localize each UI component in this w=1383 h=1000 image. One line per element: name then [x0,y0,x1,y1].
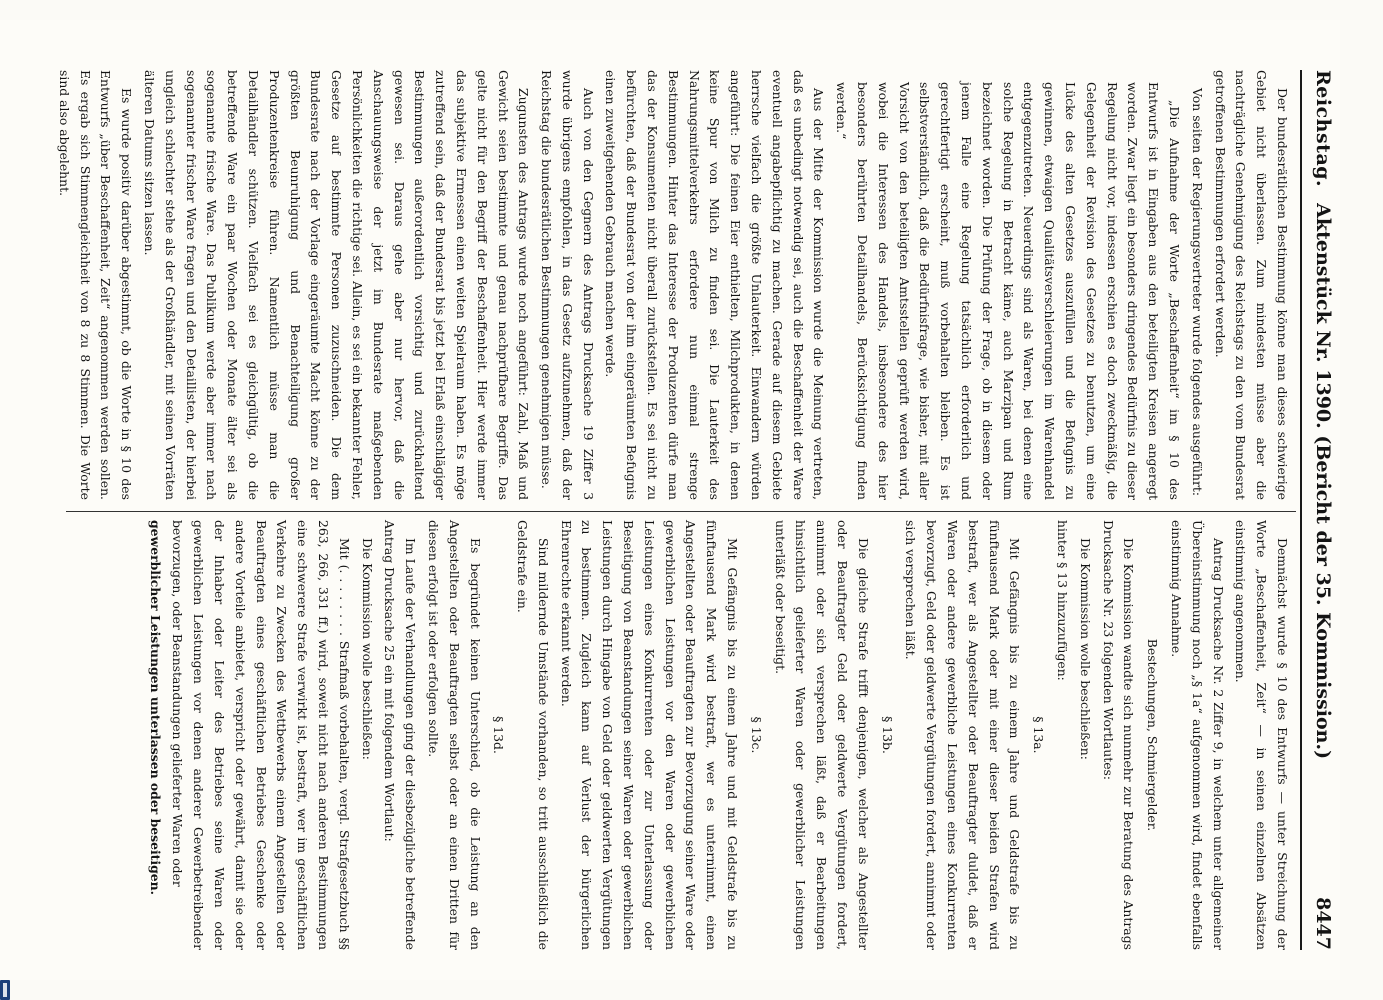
paragraph: Der bundesrätlichen Bestimmung könne man dieses schwierige Gebiet nicht überlassen. Zum mindesten müsse aber die nachträgliche Genehmigung des Reichstags zu den vom Bundesrat getroffenen Bestimmungen erfordert werden. [1212,70,1290,500]
section-heading: § 13c. [748,716,764,754]
paragraph: Die gleiche Strafe trifft denjenigen, welcher als Angestellter oder Beauftragter Geld oder geldwerte Vergütungen fordert, annimmt oder sich versprechen läßt, daß er Bearbeitungen hinsichtlich gelieferter Waren oder gewerblicher Leistungen unterläßt oder beseitigt. [772,520,871,950]
paragraph: Auch von den Gegnern des Antrags Drucksache 19 Ziffer 3 wurde übrigens empfohlen, in das Gesetz aufzunehmen, daß der Reichstag die bundesrätlichen Bestimmungen genehmigen müsse. [539,70,596,500]
column-divider [66,511,1296,512]
paragraph: Zugunsten des Antrags wurde noch angeführt: Zahl, Maß und Gewicht seien bestimmte und genau nachprüfbare Begriffe. Das gelte nicht für den Begriff der Beschaffenheit. Hier werde immer das subjektive Ermessen einen weiten Spielraum haben. Es möge zutreffend sein, daß der Bundesrat bis jetzt bei Erlaß einschlägiger Bestimmungen außerordentlich vorsichtig und zurückhaltend gewesen sei. Daraus gehe aber nur hervor, daß die Anschauungsweise der jetzt im Bundesrate maßgebenden Persönlichkeiten die richtige sei. Allein, es sei ein bekannter Fehler, Gesetze auf bestimmte Personen zuzuschneiden. Die dem Bundesrate nach der Vorlage eingeräumte Macht könne zu der größten Beunruhigung und Benachteiligung großer Produzentenkreise führen. Namentlich müsse man die Detailhändler schützen. Vielfach sei es gleichgültig, ob die betreffende Ware ein paar Wochen oder Monate älter sei als sogenannte frische Ware. Das Publikum werde aber immer nach sogenannter frischer Ware fragen und den Detaillisten, der hierbei ungleich schlechter stehe als der Großhändler, mit seinen Vorräten älteren Datums sitzen lassen. [141,70,532,500]
section-heading: Bestechungen, Schmiergelder. [1145,638,1161,832]
section-heading: § 13d. [491,716,507,754]
page-number: 8447 [1312,897,1334,950]
paragraph: Sind mildernde Umstände vorhanden, so tritt ausschließlich die Geldstrafe ein. [515,520,551,950]
section-heading: § 13a. [1031,716,1047,754]
header-rule [1300,70,1302,950]
paragraph: Die Kommission wolle beschließen: [359,538,375,760]
paragraph: Mit (. . . . . . . . Strafmaß vorbehalten, vergl. Strafgesetzbuch §§ 263, 266, 331 ff.) wird, soweit nicht nach anderen Bestimmungen eine schwerere Strafe verwirkt ist, bestraft, wer im geschäftlichen Verkehre zu Zwecken des Wettbewerbs einem Angestellten oder Beauftragten eines geschäftlichen Betriebes Geschenke oder andere Vorteile anbietet, verspricht oder gewährt, damit sie oder der Inhaber oder Leiter des Betriebes seine Waren oder gewerblichen Leistungen vor denen anderer Gewerbetreibender bevorzugen, oder Beanstandungen gelieferter Waren oder [170,520,352,950]
header-title: Reichstag. [1312,70,1334,188]
section-heading: § 13b. [879,716,895,754]
page-header [1306,70,1340,950]
left-column [56,70,1292,500]
paragraph: Es begründet keinen Unterschied, ob die Leistung an den Angestellten oder Beauftragten selbst oder an einen Dritten für diesen erfolgt ist oder erfolgen sollte. [425,520,483,950]
paragraph: hinter § 13 hinzuzufügen: [1055,520,1071,681]
paragraph: Von seiten der Regierungsvertreter wurde folgendes ausgeführt: [1189,88,1205,497]
paragraph: Mit Gefängnis bis zu einem Jahre und mit Geldstrafe bis zu fünftausend Mark wird bestraft, wer es unternimmt, einen Angestellten oder Beauftragten zur Bevorzugung seiner Ware oder gewerblichen Leistungen vor den Waren oder gewerblichen Leistungen eines Konkurrenten oder zur Unterlassung oder Beseitigung von Beanstandungen seiner Waren oder gewerblichen Leistungen durch Hingabe von Geld oder geldwerten Vergütungen zu bestimmen. Zugleich kann auf Verlust der bürgerlichen Ehrenrechte erkannt werden. [558,520,741,950]
paragraph: Aus der Mitte der Kommission wurde die Meinung vertreten, daß es unbedingt notwendig sei, auch die Beschaffenheit der Ware eventuell angabepflichtig zu machen. Gerade auf diesem Gebiete herrsche vielfach die größte Unlauterkeit. Einwandern würden angeführt: Die feinen Eier enthielten, Milchprodukten, in denen keine Spur von Milch zu finden sei. Die Lauterkeit des Nahrungsmittelverkehrs erfordere nun einmal strenge Bestimmungen. Hinter das Interesse der Produzenten dürfe man das der Konsumenten nicht überall zurückstellen. Es sei nicht zu befürchten, daß der Bundesrat von der ihm eingeräumten Befugnis einen zuweitgehenden Gebrauch machen werde. [603,70,827,500]
paragraph: Es wurde positiv darüber abgestimmt, ob die Worte in § 10 des Entwurfs „über Beschaffenheit, Zeit“ angenommen werden sollen. Es ergab sich Stimmengleichheit von 8 zu 8 Stimmen. Die Worte sind also abgelehnt. [56,70,135,500]
paragraph: Mit Gefängnis bis zu einem Jahre und Geldstrafe bis zu fünftausend Mark oder mit einer dieser beiden Strafen wird bestraft, wer als Angestellter oder Beauftragter duldet, daß er Waren oder andere gewerbliche Leistungen eines Konkurrenten bevorzugt, Geld oder geldwerte Vergütungen fordert, annimmt oder sich versprechen läßt. [903,520,1023,950]
right-column [62,520,1292,950]
paragraph: gewerblicher Leistungen unterlassen oder beseitigen. [147,520,163,895]
paragraph: „Die Aufnahme der Worte „Beschaffenheit“ im § 10 des Entwurfs ist in Eingaben aus den beteiligten Kreisen angeregt worden. Zwar liegt ein besonders dringendes Bedürfnis zu dieser Regelung nicht vor, indessen erschien es doch zweckmäßig, die Gelegenheit der Revision des Gesetzes zu benutzen, um eine Lücke des alten Gesetzes auszufüllen und die Befugnis zu gewinnen, etwaigen Qualitätsverschleierungen im Warenhandel entgegenzutreten. Neuerdings sind als Waren, bei denen eine solche Regelung in Betracht käme, auch Marzipan und Rum bezeichnet worden. Die Prüfung der Frage, ob in diesem oder jenem Falle eine Regelung tatsächlich erforderlich und gerechtfertigt erscheint, muß vorbehalten bleiben. Es ist selbstverständlich, daß die Bedürfnisfrage, wie bisher, mit aller Vorsicht von den beteiligten Amtsstellen geprüft werden wird, wobei die Interessen des Handels, insbesondere des hier besonders berührten Detailhandels, Berücksichtigung finden werden.“ [834,82,1183,500]
paragraph: Antrag Drucksache Nr. 2 Ziffer 9, in welchem unter allgemeiner Übereinstimmung noch „§ 1a“ aufgenommen wird, findet ebenfalls einstimmig Annahme. [1169,520,1226,950]
paragraph: Die Kommission wolle beschließen: [1077,538,1093,760]
document-page [0,20,1340,980]
paragraph: Demnächst wurde § 10 des Entwurfs — unter Streichung der Worte „Beschaffenheit, Zeit“ — in seinen einzelnen Absätzen einstimmig angenommen. [1233,520,1290,950]
dfg-logo-icon [0,980,10,1000]
paragraph: Die Kommission wandte sich nunmehr zur Beratung des Antrags Drucksache Nr. 23 folgenden Wortlautes: [1100,520,1137,950]
header-subtitle: Aktenstück Nr. 1390. (Bericht der 35. Kommission.) [1312,203,1334,760]
paragraph: Im Laufe der Verhandlungen ging der diesbezügliche betreffende Antrag Drucksache 25 ein mit folgendem Wortlaut: [382,520,419,950]
